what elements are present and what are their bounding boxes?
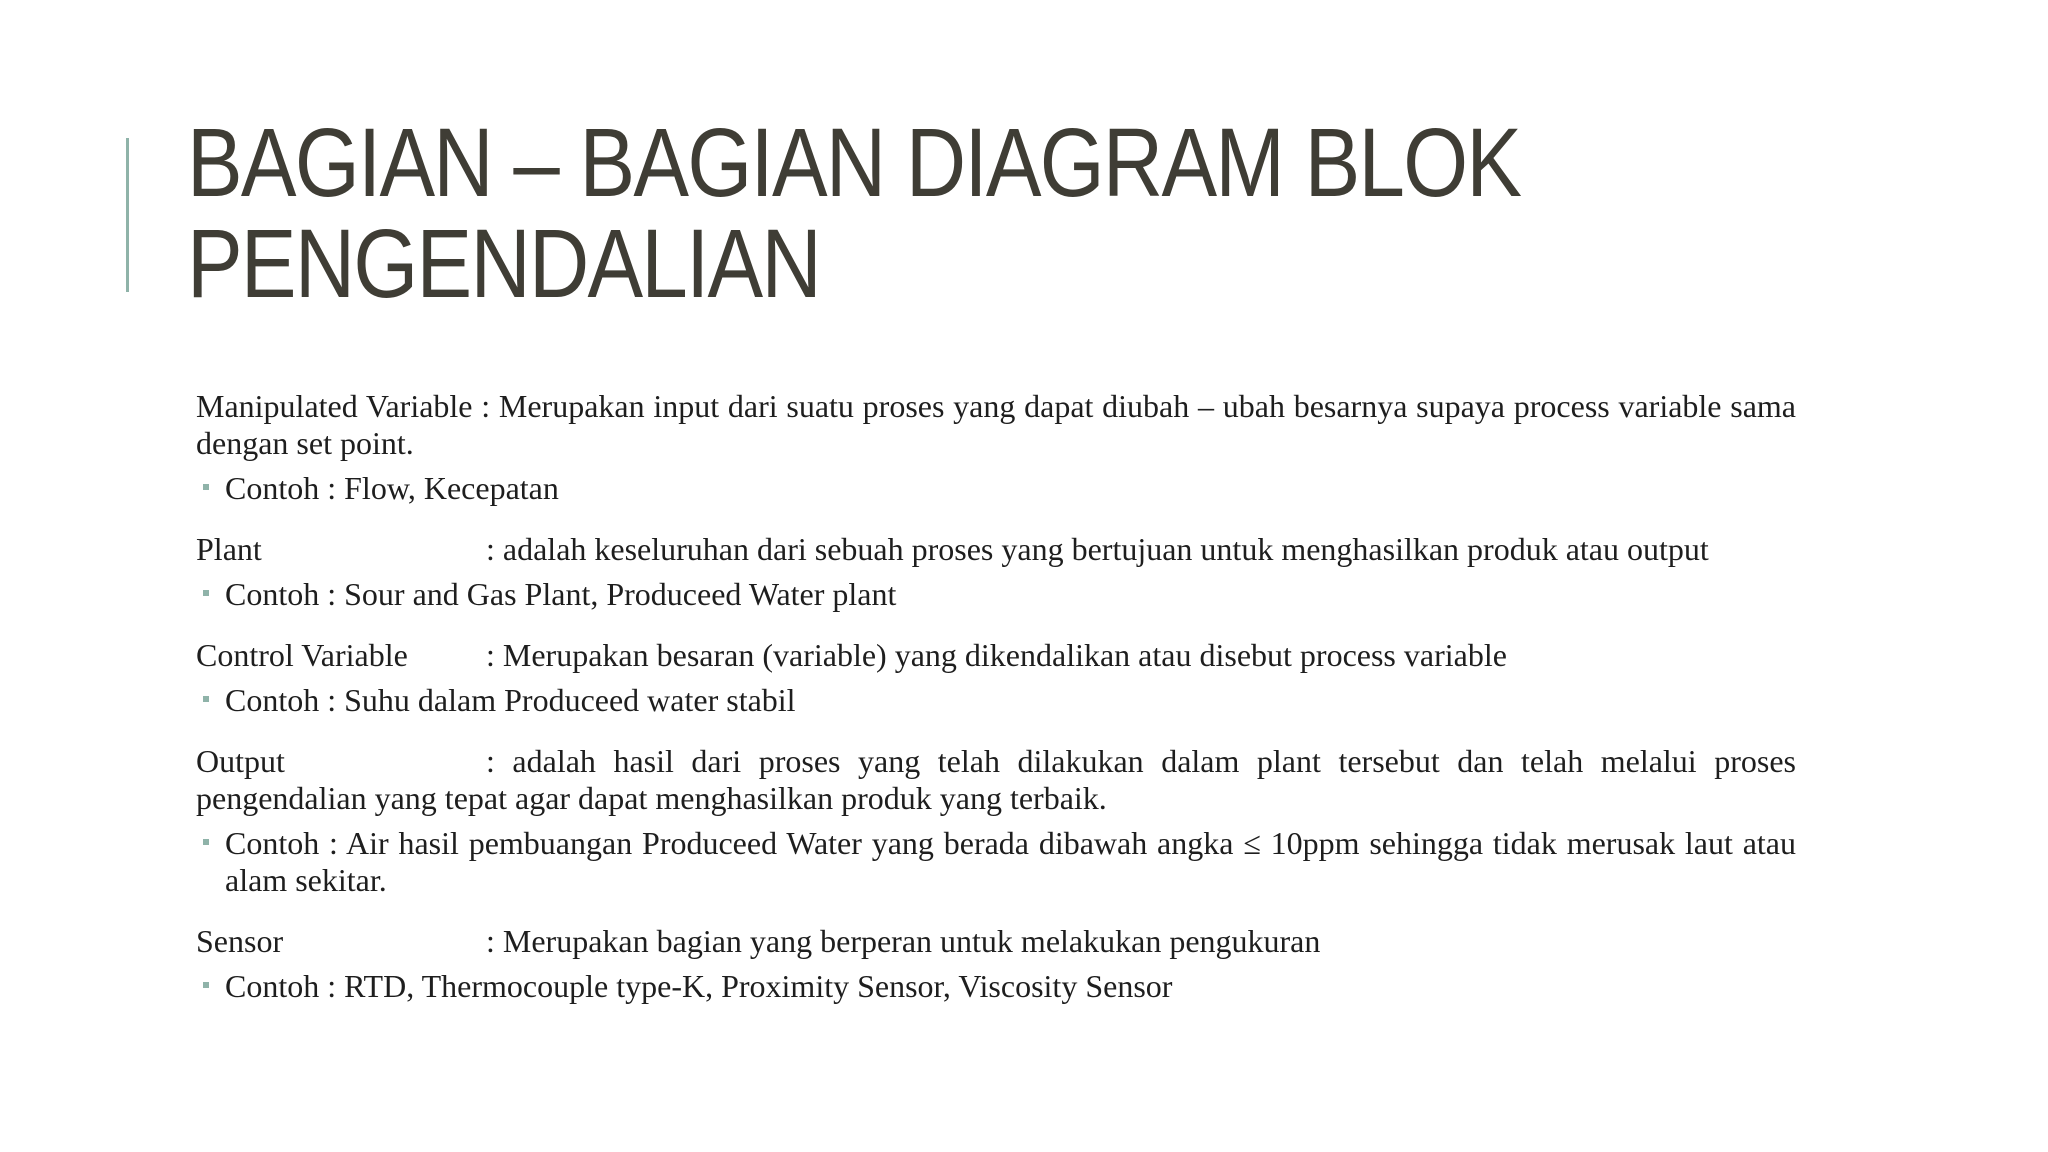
example-text: Contoh : Suhu dalam Produceed water stabil bbox=[225, 682, 796, 718]
bullet-icon bbox=[203, 696, 209, 702]
example-item bbox=[196, 576, 1796, 613]
slide-title-line-1: BAGIAN – BAGIAN DIAGRAM BLOK bbox=[187, 108, 1521, 217]
example-item bbox=[196, 825, 1796, 899]
bullet-icon bbox=[203, 590, 209, 596]
definition-text: : Merupakan input dari suatu proses yang dapat diubah – ubah besarnya supaya process variable sama dengan set point. bbox=[196, 388, 1797, 461]
term-label: Manipulated Variable bbox=[196, 388, 473, 424]
definition-text: : adalah keseluruhan dari sebuah proses yang bertujuan untuk menghasilkan produk atau output bbox=[486, 531, 1709, 567]
bullet-icon bbox=[203, 484, 209, 490]
term-label: Plant bbox=[196, 531, 262, 567]
entry-output bbox=[196, 743, 1796, 899]
definition bbox=[196, 923, 1796, 960]
entry-plant bbox=[196, 531, 1796, 613]
example-item bbox=[196, 682, 1796, 719]
example-item bbox=[196, 968, 1796, 1005]
entry-manipulated-variable bbox=[196, 388, 1796, 507]
slide-title-line-2: PENGENDALIAN bbox=[187, 209, 821, 318]
example-text: Contoh : Sour and Gas Plant, Produceed Water plant bbox=[225, 576, 897, 612]
definition bbox=[196, 743, 1796, 817]
bullet-icon bbox=[203, 982, 209, 988]
example-text: Contoh : Air hasil pembuangan Produceed Water yang berada dibawah angka ≤ 10ppm sehingga tidak merusak laut atau alam sekitar. bbox=[225, 825, 1796, 898]
term-label: Sensor bbox=[196, 923, 284, 959]
term-label: Output bbox=[196, 743, 285, 779]
term-label: Control Variable bbox=[196, 637, 408, 673]
definition bbox=[196, 637, 1796, 674]
slide-body bbox=[196, 388, 1796, 1029]
definition bbox=[196, 531, 1796, 568]
example-text: Contoh : RTD, Thermocouple type-K, Proximity Sensor, Viscosity Sensor bbox=[225, 968, 1173, 1004]
bullet-icon bbox=[203, 839, 209, 845]
definition-text: : adalah hasil dari proses yang telah dilakukan dalam plant tersebut dan telah melalui proses pengendalian yang tepat agar dapat menghasilkan produk yang terbaik. bbox=[196, 743, 1796, 816]
definition bbox=[196, 388, 1796, 462]
entry-control-variable bbox=[196, 637, 1796, 719]
example-item bbox=[196, 470, 1796, 507]
entry-sensor bbox=[196, 923, 1796, 1005]
example-text: Contoh : Flow, Kecepatan bbox=[225, 470, 559, 506]
title-accent-bar bbox=[126, 138, 129, 292]
definition-text: : Merupakan besaran (variable) yang dikendalikan atau disebut process variable bbox=[486, 637, 1507, 673]
definition-text: : Merupakan bagian yang berperan untuk melakukan pengukuran bbox=[486, 923, 1321, 959]
slide-title bbox=[187, 108, 1701, 318]
